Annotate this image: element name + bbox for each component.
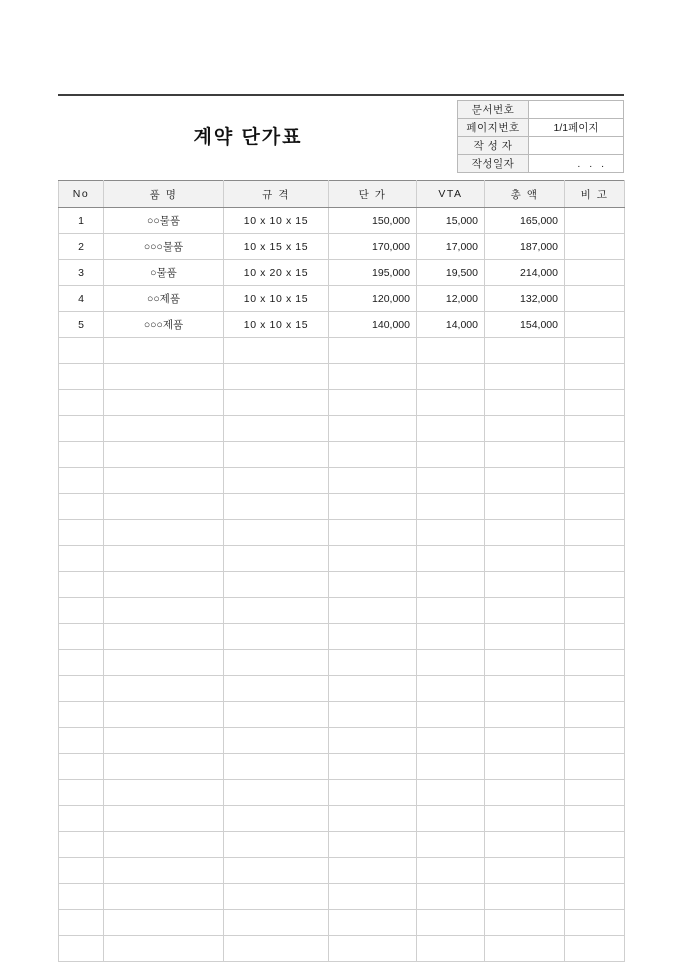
cell-spec-empty[interactable] bbox=[224, 832, 329, 858]
cell-note[interactable] bbox=[565, 234, 625, 260]
cell-vat-empty[interactable] bbox=[417, 832, 485, 858]
cell-no-empty[interactable] bbox=[59, 754, 104, 780]
cell-vat-empty[interactable] bbox=[417, 390, 485, 416]
meta-table-body bbox=[458, 101, 624, 173]
cell-vat-empty[interactable] bbox=[417, 676, 485, 702]
table-row-empty bbox=[59, 858, 625, 884]
price-table-head bbox=[59, 181, 625, 208]
cell-name-empty[interactable] bbox=[104, 572, 224, 598]
meta-value-author[interactable] bbox=[529, 137, 624, 155]
cell-total[interactable]: 154,000 bbox=[485, 312, 565, 338]
cell-no-empty[interactable] bbox=[59, 546, 104, 572]
cell-note[interactable] bbox=[565, 312, 625, 338]
column-header-note: 비 고 bbox=[565, 181, 625, 208]
cell-total-empty[interactable] bbox=[485, 442, 565, 468]
table-row-empty bbox=[59, 676, 625, 702]
column-header-no: No bbox=[59, 181, 104, 208]
meta-label-page-number: 페이지번호 bbox=[458, 119, 529, 137]
cell-price-empty[interactable] bbox=[329, 364, 417, 390]
cell-price-empty[interactable] bbox=[329, 728, 417, 754]
cell-price-empty[interactable] bbox=[329, 676, 417, 702]
cell-no-empty[interactable] bbox=[59, 468, 104, 494]
cell-price-empty[interactable] bbox=[329, 650, 417, 676]
table-header-row bbox=[59, 181, 625, 208]
cell-spec-empty[interactable] bbox=[224, 442, 329, 468]
cell-no-empty[interactable] bbox=[59, 494, 104, 520]
cell-note-empty[interactable] bbox=[565, 936, 625, 962]
cell-vat-empty[interactable] bbox=[417, 624, 485, 650]
price-table bbox=[58, 180, 625, 962]
cell-total-empty[interactable] bbox=[485, 364, 565, 390]
cell-no-empty[interactable] bbox=[59, 598, 104, 624]
meta-label-author: 작 성 자 bbox=[458, 137, 529, 155]
cell-note-empty[interactable] bbox=[565, 338, 625, 364]
cell-total-empty[interactable] bbox=[485, 858, 565, 884]
cell-total-empty[interactable] bbox=[485, 494, 565, 520]
table-row-empty bbox=[59, 728, 625, 754]
cell-note-empty[interactable] bbox=[565, 624, 625, 650]
cell-name[interactable]: ○○○물품 bbox=[104, 234, 224, 260]
cell-name-empty[interactable] bbox=[104, 390, 224, 416]
cell-total-empty[interactable] bbox=[485, 338, 565, 364]
meta-value-page-number[interactable]: 1/1페이지 bbox=[529, 119, 624, 137]
cell-spec-empty[interactable] bbox=[224, 598, 329, 624]
cell-vat-empty[interactable] bbox=[417, 910, 485, 936]
cell-name-empty[interactable] bbox=[104, 884, 224, 910]
cell-name-empty[interactable] bbox=[104, 754, 224, 780]
cell-name-empty[interactable] bbox=[104, 780, 224, 806]
cell-price-empty[interactable] bbox=[329, 416, 417, 442]
cell-vat-empty[interactable] bbox=[417, 546, 485, 572]
cell-vat[interactable]: 12,000 bbox=[417, 286, 485, 312]
cell-vat-empty[interactable] bbox=[417, 442, 485, 468]
cell-vat-empty[interactable] bbox=[417, 364, 485, 390]
table-row-empty bbox=[59, 624, 625, 650]
cell-vat-empty[interactable] bbox=[417, 494, 485, 520]
cell-spec-empty[interactable] bbox=[224, 858, 329, 884]
cell-note-empty[interactable] bbox=[565, 468, 625, 494]
meta-value-date[interactable]: . . . bbox=[529, 155, 624, 173]
meta-table bbox=[457, 100, 624, 173]
cell-spec-empty[interactable] bbox=[224, 390, 329, 416]
cell-no[interactable]: 5 bbox=[59, 312, 104, 338]
cell-vat-empty[interactable] bbox=[417, 468, 485, 494]
cell-price-empty[interactable] bbox=[329, 546, 417, 572]
cell-price-empty[interactable] bbox=[329, 754, 417, 780]
cell-price[interactable]: 170,000 bbox=[329, 234, 417, 260]
cell-name-empty[interactable] bbox=[104, 338, 224, 364]
cell-spec-empty[interactable] bbox=[224, 676, 329, 702]
cell-price-empty[interactable] bbox=[329, 910, 417, 936]
column-header-name: 품 명 bbox=[104, 181, 224, 208]
cell-spec[interactable]: 10 x 20 x 15 bbox=[224, 260, 329, 286]
cell-no[interactable]: 2 bbox=[59, 234, 104, 260]
meta-row-author bbox=[458, 137, 624, 155]
cell-vat-empty[interactable] bbox=[417, 754, 485, 780]
cell-price[interactable]: 195,000 bbox=[329, 260, 417, 286]
cell-no-empty[interactable] bbox=[59, 910, 104, 936]
cell-total-empty[interactable] bbox=[485, 780, 565, 806]
cell-total-empty[interactable] bbox=[485, 416, 565, 442]
cell-price-empty[interactable] bbox=[329, 338, 417, 364]
cell-spec-empty[interactable] bbox=[224, 468, 329, 494]
cell-vat-empty[interactable] bbox=[417, 572, 485, 598]
cell-spec-empty[interactable] bbox=[224, 572, 329, 598]
cell-no-empty[interactable] bbox=[59, 650, 104, 676]
table-row-empty bbox=[59, 806, 625, 832]
meta-label-date: 작성일자 bbox=[458, 155, 529, 173]
page-title: 계약 단가표 bbox=[193, 127, 303, 148]
cell-total-empty[interactable] bbox=[485, 832, 565, 858]
cell-vat[interactable]: 15,000 bbox=[417, 208, 485, 234]
cell-price-empty[interactable] bbox=[329, 572, 417, 598]
cell-vat-empty[interactable] bbox=[417, 598, 485, 624]
cell-name-empty[interactable] bbox=[104, 364, 224, 390]
cell-price-empty[interactable] bbox=[329, 520, 417, 546]
table-row-empty bbox=[59, 338, 625, 364]
cell-spec-empty[interactable] bbox=[224, 364, 329, 390]
table-row-empty bbox=[59, 572, 625, 598]
column-header-vat: VTA bbox=[417, 181, 485, 208]
cell-total[interactable]: 165,000 bbox=[485, 208, 565, 234]
cell-spec-empty[interactable] bbox=[224, 754, 329, 780]
cell-total-empty[interactable] bbox=[485, 468, 565, 494]
cell-note-empty[interactable] bbox=[565, 780, 625, 806]
cell-total-empty[interactable] bbox=[485, 572, 565, 598]
table-row bbox=[59, 208, 625, 234]
table-row-empty bbox=[59, 780, 625, 806]
document-header bbox=[58, 94, 624, 174]
cell-name-empty[interactable] bbox=[104, 728, 224, 754]
cell-no-empty[interactable] bbox=[59, 702, 104, 728]
cell-price-empty[interactable] bbox=[329, 468, 417, 494]
cell-vat-empty[interactable] bbox=[417, 806, 485, 832]
cell-total-empty[interactable] bbox=[485, 650, 565, 676]
cell-note[interactable] bbox=[565, 260, 625, 286]
cell-vat-empty[interactable] bbox=[417, 338, 485, 364]
cell-note-empty[interactable] bbox=[565, 598, 625, 624]
cell-name-empty[interactable] bbox=[104, 520, 224, 546]
table-row-empty bbox=[59, 754, 625, 780]
cell-spec-empty[interactable] bbox=[224, 936, 329, 962]
cell-spec-empty[interactable] bbox=[224, 806, 329, 832]
meta-value-doc-number[interactable] bbox=[529, 101, 624, 119]
cell-spec-empty[interactable] bbox=[224, 728, 329, 754]
table-row-empty bbox=[59, 884, 625, 910]
cell-no-empty[interactable] bbox=[59, 442, 104, 468]
cell-vat-empty[interactable] bbox=[417, 650, 485, 676]
cell-note-empty[interactable] bbox=[565, 572, 625, 598]
cell-vat-empty[interactable] bbox=[417, 702, 485, 728]
cell-no-empty[interactable] bbox=[59, 728, 104, 754]
table-row-empty bbox=[59, 494, 625, 520]
cell-note-empty[interactable] bbox=[565, 416, 625, 442]
cell-price-empty[interactable] bbox=[329, 494, 417, 520]
cell-spec-empty[interactable] bbox=[224, 520, 329, 546]
cell-total[interactable]: 187,000 bbox=[485, 234, 565, 260]
column-header-price: 단 가 bbox=[329, 181, 417, 208]
cell-total-empty[interactable] bbox=[485, 884, 565, 910]
cell-total-empty[interactable] bbox=[485, 598, 565, 624]
cell-no-empty[interactable] bbox=[59, 806, 104, 832]
cell-vat-empty[interactable] bbox=[417, 520, 485, 546]
cell-price-empty[interactable] bbox=[329, 598, 417, 624]
cell-name-empty[interactable] bbox=[104, 858, 224, 884]
table-row-empty bbox=[59, 702, 625, 728]
cell-name[interactable]: ○○제품 bbox=[104, 286, 224, 312]
cell-note-empty[interactable] bbox=[565, 442, 625, 468]
cell-total-empty[interactable] bbox=[485, 910, 565, 936]
cell-total-empty[interactable] bbox=[485, 936, 565, 962]
cell-no-empty[interactable] bbox=[59, 780, 104, 806]
table-row-empty bbox=[59, 468, 625, 494]
cell-spec[interactable]: 10 x 10 x 15 bbox=[224, 208, 329, 234]
cell-name-empty[interactable] bbox=[104, 650, 224, 676]
sheet bbox=[58, 94, 624, 962]
cell-name-empty[interactable] bbox=[104, 806, 224, 832]
cell-no-empty[interactable] bbox=[59, 520, 104, 546]
cell-total-empty[interactable] bbox=[485, 728, 565, 754]
table-row-empty bbox=[59, 442, 625, 468]
cell-spec-empty[interactable] bbox=[224, 416, 329, 442]
cell-total-empty[interactable] bbox=[485, 546, 565, 572]
table-row-empty bbox=[59, 416, 625, 442]
cell-note-empty[interactable] bbox=[565, 910, 625, 936]
meta-row-page-number bbox=[458, 119, 624, 137]
cell-name-empty[interactable] bbox=[104, 676, 224, 702]
table-row-empty bbox=[59, 520, 625, 546]
cell-note[interactable] bbox=[565, 286, 625, 312]
cell-note-empty[interactable] bbox=[565, 546, 625, 572]
cell-price-empty[interactable] bbox=[329, 936, 417, 962]
cell-no-empty[interactable] bbox=[59, 832, 104, 858]
table-row-empty bbox=[59, 390, 625, 416]
cell-price-empty[interactable] bbox=[329, 858, 417, 884]
cell-no[interactable]: 1 bbox=[59, 208, 104, 234]
cell-no-empty[interactable] bbox=[59, 676, 104, 702]
cell-name[interactable]: ○○○제품 bbox=[104, 312, 224, 338]
cell-price-empty[interactable] bbox=[329, 884, 417, 910]
meta-label-doc-number: 문서번호 bbox=[458, 101, 529, 119]
cell-total-empty[interactable] bbox=[485, 754, 565, 780]
table-row bbox=[59, 312, 625, 338]
cell-no-empty[interactable] bbox=[59, 338, 104, 364]
cell-total[interactable]: 132,000 bbox=[485, 286, 565, 312]
cell-no-empty[interactable] bbox=[59, 416, 104, 442]
cell-spec-empty[interactable] bbox=[224, 546, 329, 572]
cell-vat-empty[interactable] bbox=[417, 728, 485, 754]
cell-price-empty[interactable] bbox=[329, 832, 417, 858]
cell-no-empty[interactable] bbox=[59, 624, 104, 650]
cell-no-empty[interactable] bbox=[59, 936, 104, 962]
cell-name-empty[interactable] bbox=[104, 494, 224, 520]
column-header-spec: 규 격 bbox=[224, 181, 329, 208]
table-row-empty bbox=[59, 832, 625, 858]
cell-note-empty[interactable] bbox=[565, 832, 625, 858]
cell-name-empty[interactable] bbox=[104, 910, 224, 936]
cell-price[interactable]: 120,000 bbox=[329, 286, 417, 312]
cell-price[interactable]: 140,000 bbox=[329, 312, 417, 338]
cell-price[interactable]: 150,000 bbox=[329, 208, 417, 234]
cell-total-empty[interactable] bbox=[485, 390, 565, 416]
cell-name-empty[interactable] bbox=[104, 624, 224, 650]
cell-spec-empty[interactable] bbox=[224, 338, 329, 364]
table-row-empty bbox=[59, 910, 625, 936]
meta-row-doc-number bbox=[458, 101, 624, 119]
cell-spec-empty[interactable] bbox=[224, 910, 329, 936]
cell-name-empty[interactable] bbox=[104, 442, 224, 468]
cell-spec-empty[interactable] bbox=[224, 884, 329, 910]
meta-row-date bbox=[458, 155, 624, 173]
cell-note-empty[interactable] bbox=[565, 754, 625, 780]
cell-vat-empty[interactable] bbox=[417, 884, 485, 910]
cell-note-empty[interactable] bbox=[565, 650, 625, 676]
cell-price-empty[interactable] bbox=[329, 442, 417, 468]
cell-vat-empty[interactable] bbox=[417, 858, 485, 884]
cell-name-empty[interactable] bbox=[104, 832, 224, 858]
table-row-empty bbox=[59, 936, 625, 962]
cell-spec-empty[interactable] bbox=[224, 494, 329, 520]
cell-total-empty[interactable] bbox=[485, 520, 565, 546]
cell-price-empty[interactable] bbox=[329, 702, 417, 728]
cell-spec-empty[interactable] bbox=[224, 624, 329, 650]
cell-name-empty[interactable] bbox=[104, 598, 224, 624]
cell-vat[interactable]: 19,500 bbox=[417, 260, 485, 286]
cell-spec-empty[interactable] bbox=[224, 780, 329, 806]
cell-note-empty[interactable] bbox=[565, 520, 625, 546]
table-row bbox=[59, 286, 625, 312]
cell-vat-empty[interactable] bbox=[417, 416, 485, 442]
cell-price-empty[interactable] bbox=[329, 806, 417, 832]
table-row-empty bbox=[59, 364, 625, 390]
cell-spec[interactable]: 10 x 10 x 15 bbox=[224, 286, 329, 312]
cell-name-empty[interactable] bbox=[104, 546, 224, 572]
table-row bbox=[59, 234, 625, 260]
cell-price-empty[interactable] bbox=[329, 780, 417, 806]
cell-no-empty[interactable] bbox=[59, 884, 104, 910]
cell-no-empty[interactable] bbox=[59, 390, 104, 416]
cell-name-empty[interactable] bbox=[104, 468, 224, 494]
table-row bbox=[59, 260, 625, 286]
cell-no[interactable]: 4 bbox=[59, 286, 104, 312]
cell-note-empty[interactable] bbox=[565, 494, 625, 520]
table-row-empty bbox=[59, 650, 625, 676]
cell-note-empty[interactable] bbox=[565, 728, 625, 754]
cell-name-empty[interactable] bbox=[104, 416, 224, 442]
cell-vat-empty[interactable] bbox=[417, 936, 485, 962]
cell-vat[interactable]: 14,000 bbox=[417, 312, 485, 338]
cell-name[interactable]: ○물품 bbox=[104, 260, 224, 286]
cell-spec[interactable]: 10 x 10 x 15 bbox=[224, 312, 329, 338]
price-table-body bbox=[59, 208, 625, 962]
cell-no-empty[interactable] bbox=[59, 858, 104, 884]
cell-vat[interactable]: 17,000 bbox=[417, 234, 485, 260]
cell-no-empty[interactable] bbox=[59, 572, 104, 598]
cell-spec-empty[interactable] bbox=[224, 650, 329, 676]
cell-note-empty[interactable] bbox=[565, 858, 625, 884]
cell-note-empty[interactable] bbox=[565, 390, 625, 416]
cell-total-empty[interactable] bbox=[485, 702, 565, 728]
cell-total[interactable]: 214,000 bbox=[485, 260, 565, 286]
cell-note[interactable] bbox=[565, 208, 625, 234]
cell-note-empty[interactable] bbox=[565, 364, 625, 390]
cell-note-empty[interactable] bbox=[565, 676, 625, 702]
cell-name-empty[interactable] bbox=[104, 936, 224, 962]
column-header-total: 총 액 bbox=[485, 181, 565, 208]
cell-spec[interactable]: 10 x 15 x 15 bbox=[224, 234, 329, 260]
cell-name-empty[interactable] bbox=[104, 702, 224, 728]
cell-total-empty[interactable] bbox=[485, 624, 565, 650]
cell-note-empty[interactable] bbox=[565, 702, 625, 728]
cell-price-empty[interactable] bbox=[329, 390, 417, 416]
cell-name[interactable]: ○○물품 bbox=[104, 208, 224, 234]
cell-no[interactable]: 3 bbox=[59, 260, 104, 286]
cell-note-empty[interactable] bbox=[565, 884, 625, 910]
cell-total-empty[interactable] bbox=[485, 806, 565, 832]
table-row-empty bbox=[59, 598, 625, 624]
cell-spec-empty[interactable] bbox=[224, 702, 329, 728]
table-row-empty bbox=[59, 546, 625, 572]
cell-price-empty[interactable] bbox=[329, 624, 417, 650]
cell-no-empty[interactable] bbox=[59, 364, 104, 390]
cell-vat-empty[interactable] bbox=[417, 780, 485, 806]
cell-total-empty[interactable] bbox=[485, 676, 565, 702]
cell-note-empty[interactable] bbox=[565, 806, 625, 832]
